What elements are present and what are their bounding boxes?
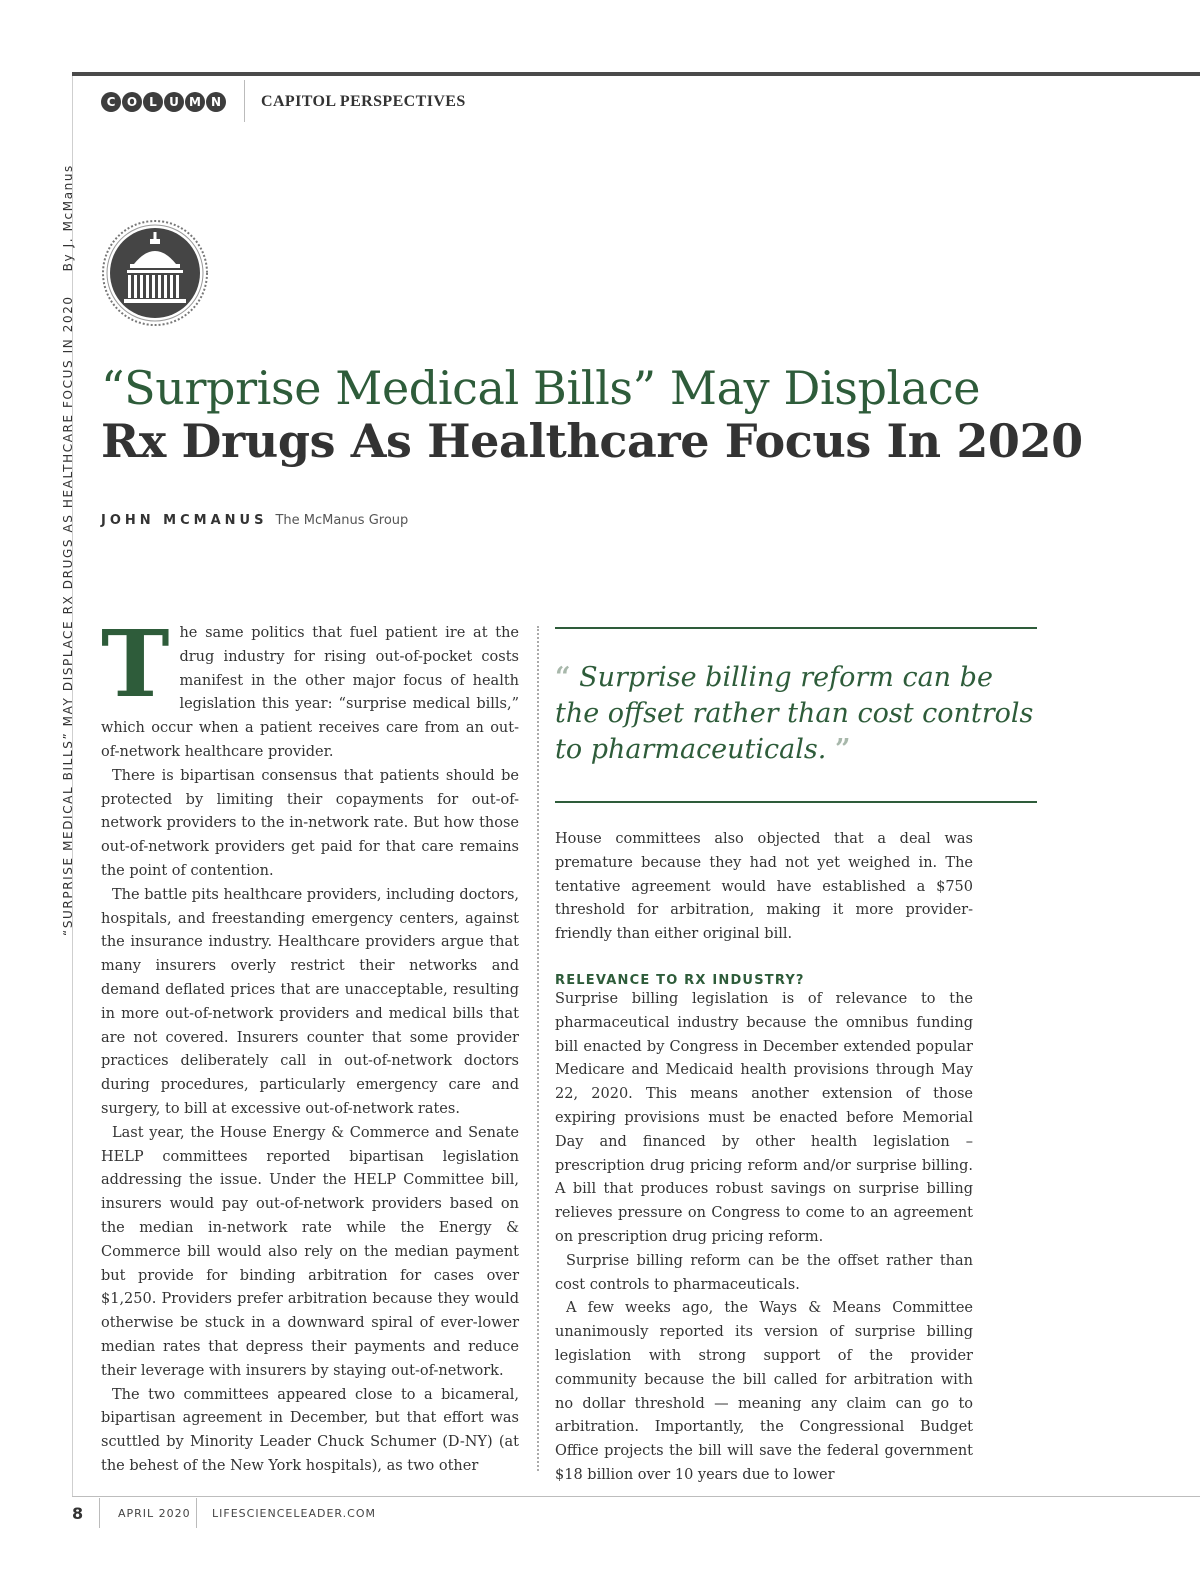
- column-badge-letter: O: [122, 92, 142, 112]
- column-badge-letter: L: [143, 92, 163, 112]
- section-subhead: RELEVANCE TO RX INDUSTRY?: [555, 972, 805, 988]
- column-badge-letter: C: [101, 92, 121, 112]
- sidebar-title: “SURPRISE MEDICAL BILLS” MAY DISPLACE RX DRUGS AS HEALTHCARE FOCUS IN 2020: [61, 295, 75, 936]
- headline-line-2: Rx Drugs As Healthcare Focus In 2020: [101, 414, 1083, 468]
- sidebar-byline: By J. McManus: [61, 164, 75, 272]
- drop-cap: T: [101, 610, 170, 718]
- author-name: JOHN MCMANUS: [101, 513, 268, 528]
- pull-quote: [555, 660, 1037, 768]
- open-quote-mark: “: [555, 662, 571, 693]
- article-headline: [101, 362, 1101, 468]
- paragraph: Surprise billing reform can be the offset rather than cost controls to pharmaceuticals.: [555, 1252, 973, 1293]
- paragraph: [101, 610, 519, 765]
- footer-separator: [99, 1498, 100, 1528]
- page-number: 8: [72, 1504, 84, 1523]
- paragraph: House committees also objected that a deal was premature because they had not yet weighed in. The tentative agreement would have established a $750 threshold for arbitration, making it more provider-friendly than either original bill.: [555, 831, 973, 943]
- paragraph-text: he same politics that fuel patient ire at the drug industry for rising out-of-pocket costs manifest in the other major focus of health legislation this year: “surprise medical bills,” which occur when a patient receives care from an out-of-network healthcare provider.: [101, 625, 519, 760]
- close-quote-mark: ”: [834, 734, 851, 765]
- paragraph: The battle pits healthcare providers, including doctors, hospitals, and freestanding emergency centers, against the insurance industry. Healthcare providers argue that many insurers overly restrict their networks and demand deflated prices that are unacceptable, resulting in more out-of-network providers and medical bills that are not covered. Insurers counter that some provider practices deliberately call in out-of-network doctors during procedures, particularly emergency care and surgery, to bill at excessive out-of-network rates.: [101, 886, 519, 1117]
- top-rule: [72, 72, 1200, 76]
- paragraph: There is bipartisan consensus that patients should be protected by limiting their copayments for out-of-network providers to the in-network rate. But how those out-of-network providers get paid for that care remains the point of contention.: [101, 767, 519, 879]
- column-divider: [537, 626, 539, 1471]
- article-column-2: [555, 828, 973, 1488]
- pull-quote-rule-top: [555, 627, 1037, 629]
- website-link[interactable]: LIFESCIENCELEADER.COM: [212, 1507, 376, 1520]
- sidebar-running-head: [58, 164, 78, 936]
- section-title: CAPITOL PERSPECTIVES: [261, 93, 466, 110]
- issue-date: APRIL 2020: [118, 1507, 191, 1520]
- headline-line-1: “Surprise Medical Bills” May Displace: [101, 361, 981, 415]
- footer-rule: [72, 1496, 1200, 1497]
- header-divider: [244, 80, 245, 122]
- paragraph: Last year, the House Energy & Commerce and Senate HELP committees reported bipartisan legislation addressing the issue. Under the HELP Committee bill, insurers would pay out-of-network providers based on the median in-network rate while the Energy & Commerce bill would also rely on the median payment but provide for binding arbitration for cases over $1,250. Providers prefer arbitration because they would otherwise be stuck in a downward spiral of ever-lower median rates that depress their payments and reduce their leverage with insurers by staying out-of-network.: [101, 1124, 519, 1379]
- byline: [101, 513, 408, 528]
- column-badge: [101, 92, 226, 112]
- column-badge-letter: N: [206, 92, 226, 112]
- pull-quote-text: Surprise billing reform can be the offset rather than cost controls to pharmaceuticals.: [555, 662, 1034, 765]
- article-column-1: [101, 610, 519, 1479]
- column-badge-letter: U: [164, 92, 184, 112]
- author-organization: The McManus Group: [275, 513, 409, 528]
- paragraph: A few weeks ago, the Ways & Means Committee unanimously reported its version of surprise billing legislation with strong support of the provider community because the bill called for arbitration with no dollar threshold — meaning any claim can go to arbitration. Importantly, the Congressional Budget Office projects the bill will save the federal government $18 billion over 10 years due to lower: [555, 1300, 973, 1483]
- paragraph: Surprise billing legislation is of relevance to the pharmaceutical industry because the omnibus funding bill enacted by Congress in December extended popular Medicare and Medicaid health provisions through May 22, 2020. This means another extension of those expiring provisions must be enacted before Memorial Day and financed by other health legislation – prescription drug pricing reform and/or surprise billing. A bill that produces robust savings on surprise billing relieves pressure on Congress to come to an agreement on prescription drug pricing reform.: [555, 990, 973, 1245]
- column-badge-letter: M: [185, 92, 205, 112]
- capitol-dome-icon: [100, 218, 210, 328]
- paragraph: The two committees appeared close to a bicameral, bipartisan agreement in December, but that effort was scuttled by Minority Leader Chuck Schumer (D-NY) (at the behest of the New York hospitals), as two other: [101, 1386, 519, 1474]
- footer-separator: [196, 1498, 197, 1528]
- pull-quote-rule-bottom: [555, 801, 1037, 803]
